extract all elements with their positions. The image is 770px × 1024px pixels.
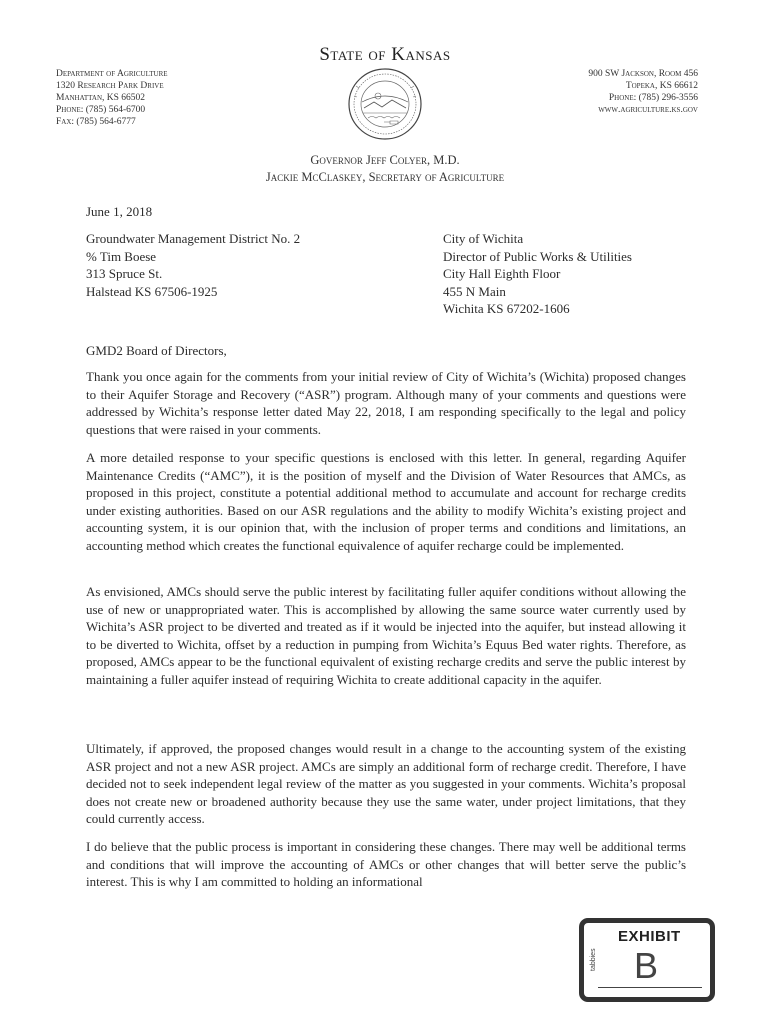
letter-date: June 1, 2018 <box>86 204 153 219</box>
address-line: Manhattan, KS 66502 <box>56 93 146 103</box>
recipient-gmd2 <box>86 230 300 300</box>
recipient-line: 313 Spruce St. <box>86 266 163 281</box>
state-seal-icon <box>326 66 444 142</box>
recipient-line: Wichita KS 67202-1606 <box>443 301 570 316</box>
paragraph <box>86 449 686 554</box>
address-line: Phone: (785) 564-6700 <box>56 105 146 115</box>
capitol-address <box>588 68 698 116</box>
paragraph-text: A more detailed response to your specific questions is enclosed with this letter. In general, regarding Aquifer Maintenance Credits (“AMC”), it is the position of myself and the Division of Water Resources that AMCs, as proposed in this project, constitute a potential additional method to accumulate and account for recharge credits under existing authorities. Based on our ASR regulations and the ability to modify Wichita’s existing project and accounting system, it is our opinion that, with the inclusion of proper terms and conditions and limitations, an accounting method which creates the functional equivalence of aquifer recharge could be implemented. <box>86 450 686 553</box>
address-line: www.agriculture.ks.gov <box>598 105 698 115</box>
address-line: 900 SW Jackson, Room 456 <box>588 69 698 79</box>
exhibit-brand: tabbies <box>590 948 597 971</box>
exhibit-underline <box>598 987 702 988</box>
exhibit-mark: B <box>634 945 659 986</box>
paragraph <box>86 838 686 891</box>
state-title: State of Kansas <box>319 44 451 65</box>
address-line: Topeka, KS 66612 <box>625 81 698 91</box>
recipient-line: 455 N Main <box>443 283 506 299</box>
secretary-line: Jackie McClaskey, Secretary of Agriculture <box>265 170 505 184</box>
address-line: Fax: (785) 564-6777 <box>56 117 136 127</box>
exhibit-sticker <box>579 918 715 1002</box>
department-address <box>56 68 168 128</box>
salutation: GMD2 Board of Directors, <box>86 343 227 358</box>
address-line: Department of Agriculture <box>56 69 168 79</box>
exhibit-label: EXHIBIT <box>618 928 681 945</box>
recipient-line: % Tim Boese <box>86 248 157 264</box>
paragraph-text: Ultimately, if approved, the proposed changes would result in a change to the accounting system of the existing ASR project and not a new ASR project. AMCs are simply an additional form of recharge credit. Therefore, I have decided not to seek independent legal review of the matter as you suggested in your comments. Wichita’s proposal does not create new or broadened authority because they use the same water, under project limitations, that they could currently access. <box>86 741 686 826</box>
recipient-line: City of Wichita <box>443 231 524 246</box>
recipient-line: Halstead KS 67506-1925 <box>86 283 218 299</box>
governor-line: Governor Jeff Colyer, M.D. <box>310 153 460 167</box>
paragraph-text: As envisioned, AMCs should serve the public interest by facilitating fuller aquifer conditions without allowing the use of new or unappropriated water. This is accomplished by allowing the same source water currently used by Wichita’s ASR project to be diverted and treated as if it would be injected into the aquifer, but instead allowing it to be diverted to Wichita, offset by a reduction in pumping from Wichita’s Equus Bed water rights. Therefore, as proposed, AMCs appear to be the functional equivalent of existing recharge credits and serve the public interest by maintaining a fuller aquifer instead of requiring Wichita to create additional capacity in the aquifer. <box>86 584 686 687</box>
address-line: 1320 Research Park Drive <box>56 81 164 91</box>
paragraph <box>86 583 686 688</box>
paragraph <box>86 740 686 828</box>
recipient-line: Groundwater Management District No. 2 <box>86 231 301 246</box>
paragraph <box>86 368 686 438</box>
recipient-line: Director of Public Works & Utilities <box>443 248 632 264</box>
paragraph-text: Thank you once again for the comments from your initial review of City of Wichita’s (Wichita) proposed changes to their Aquifer Storage and Recovery (“ASR”) program. Although many of your comments and questions were addressed by Wichita’s response letter dated May 22, 2018, I am responding specifically to the legal and policy questions that were raised in your comments. <box>86 369 686 437</box>
officials-block <box>0 152 770 186</box>
paragraph-text: I do believe that the public process is important in considering these changes. There may well be additional terms and conditions that will improve the accounting of AMCs or other changes that will better serve the public’s interest. This is why I am committed to holding an informational <box>86 839 686 889</box>
recipient-wichita <box>443 230 632 318</box>
recipient-line: City Hall Eighth Floor <box>443 266 561 281</box>
address-line: Phone: (785) 296-3556 <box>608 93 698 103</box>
